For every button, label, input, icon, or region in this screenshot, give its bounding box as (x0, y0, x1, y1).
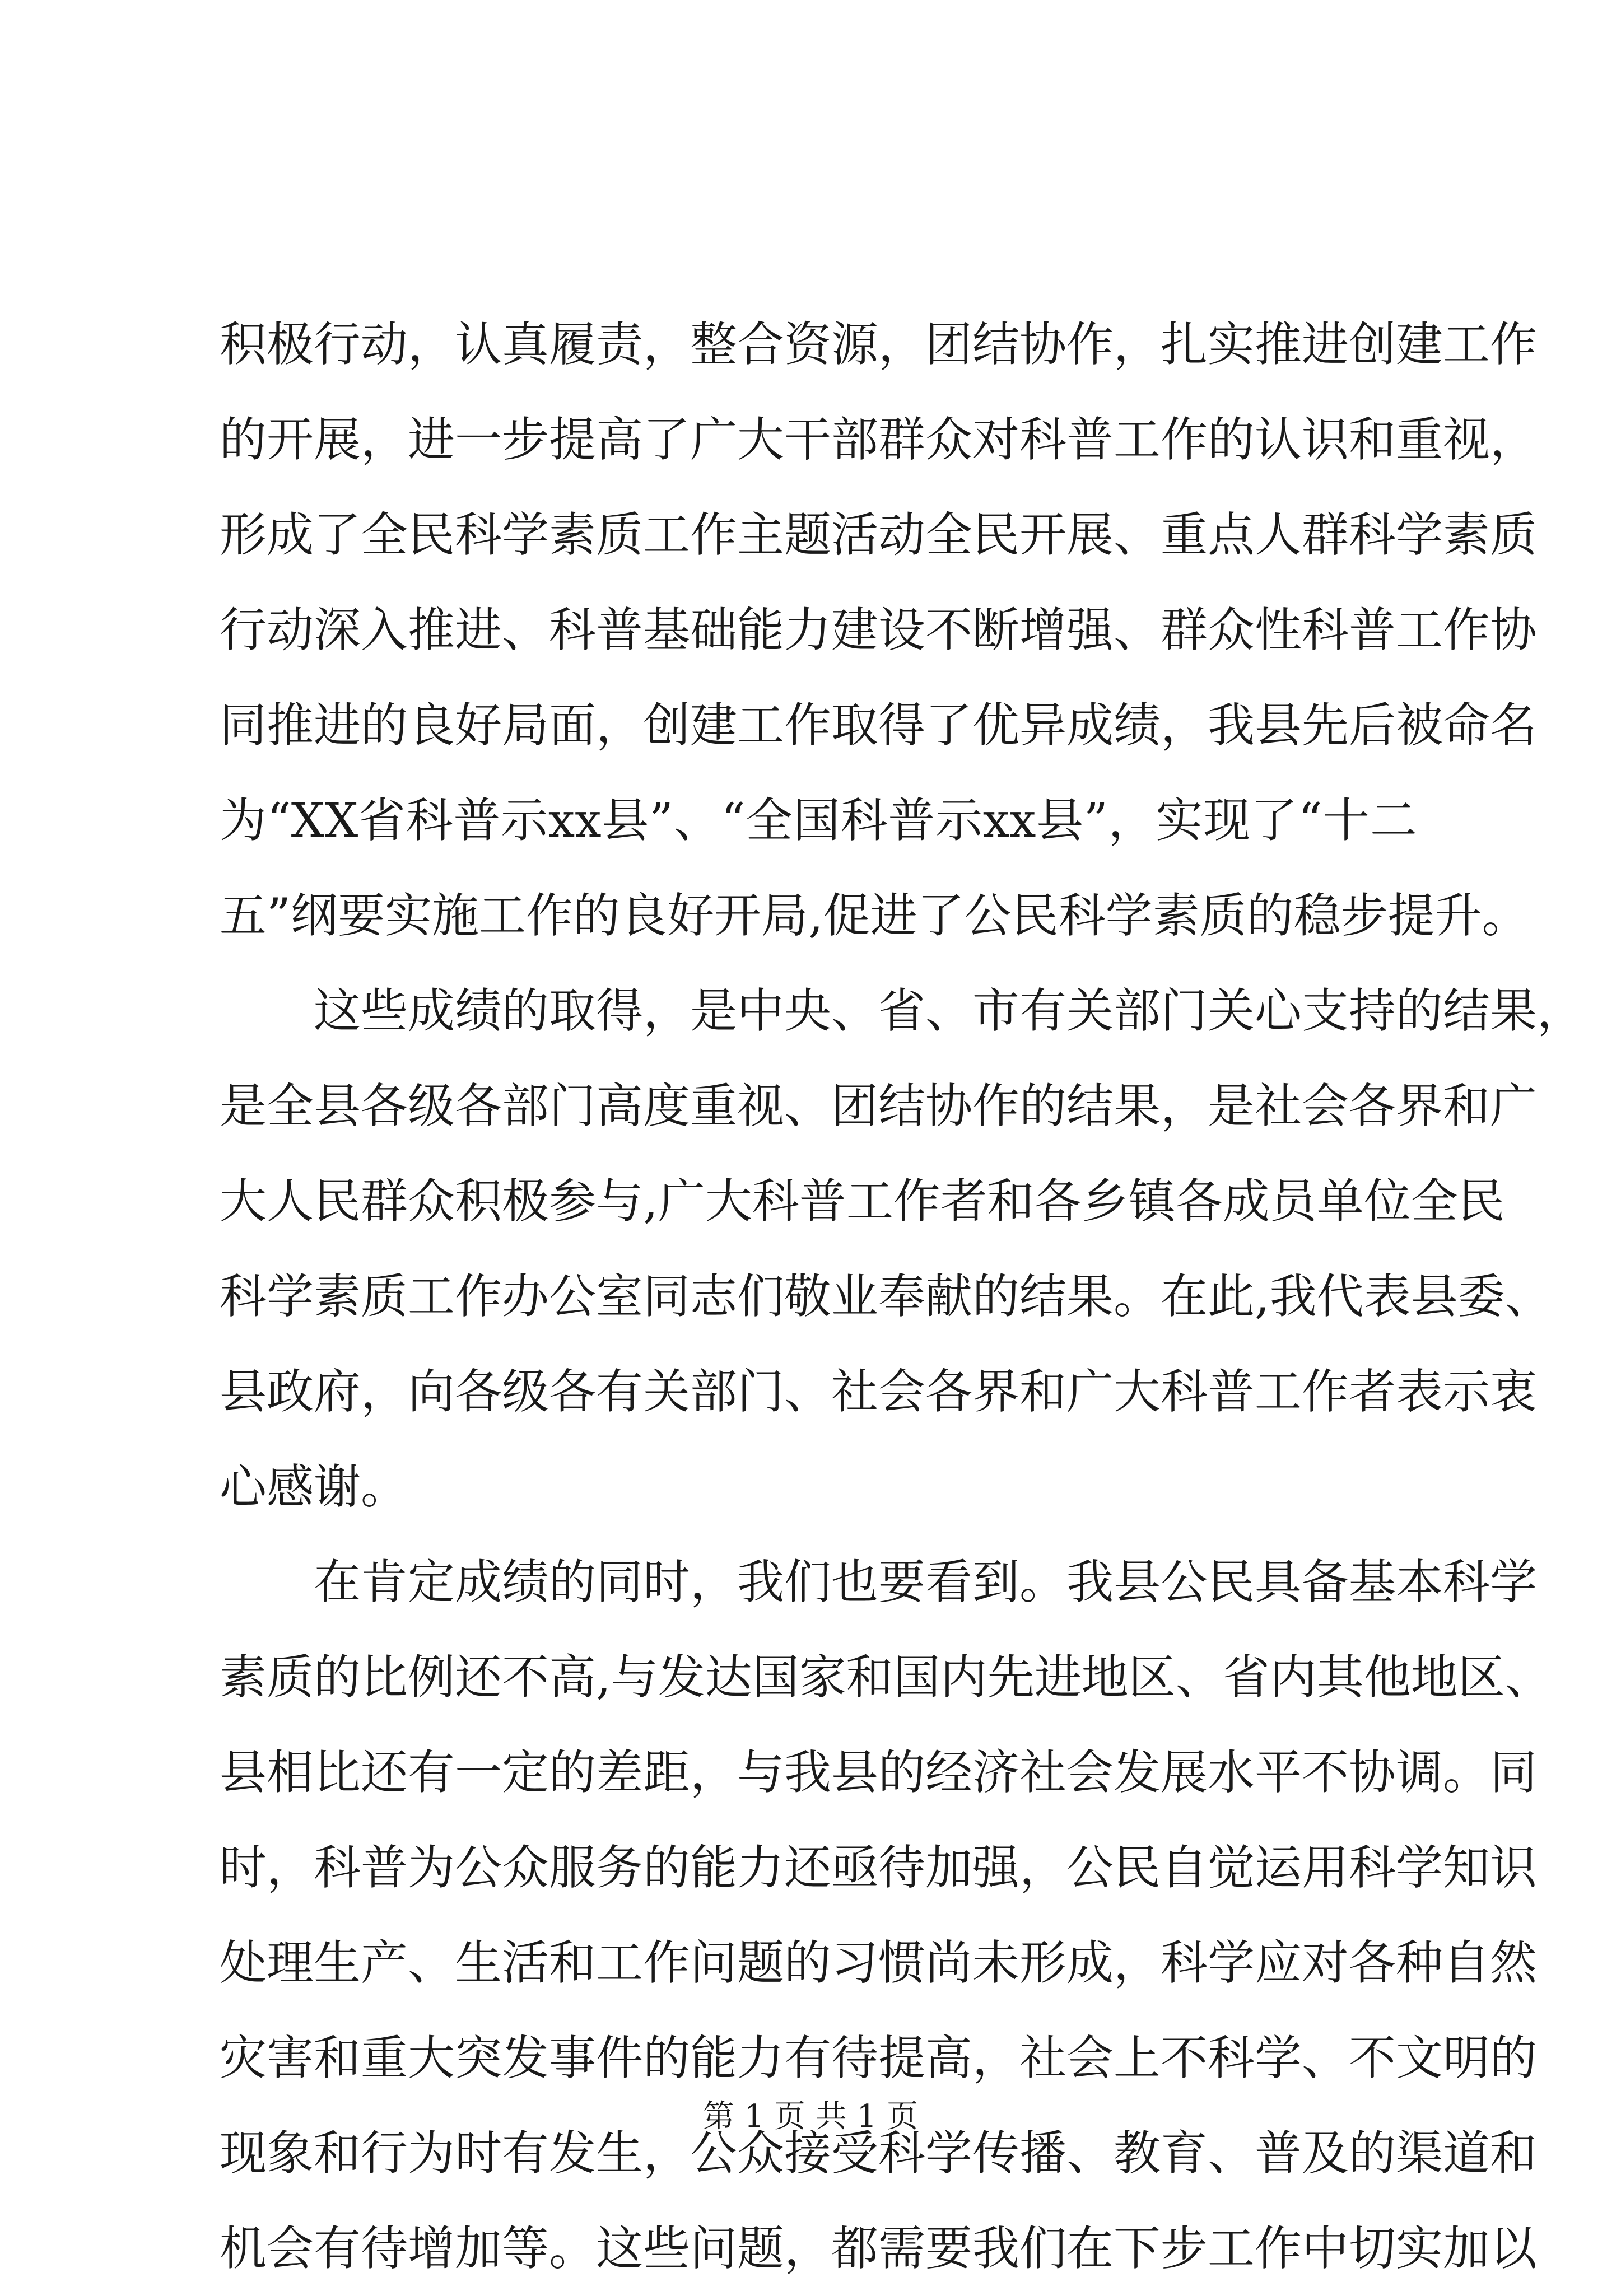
text-line: 时，科普为公众服务的能力还亟待加强，公民自觉运用科学知识 (220, 1840, 1538, 1895)
text-line: 灾害和重大突发事件的能力有待提高，社会上不科学、不文明的 (220, 2031, 1538, 2085)
text-line: 同推进的良好局面，创建工作取得了优异成绩，我县先后被命名 (220, 698, 1538, 753)
text-line: 五”纲要实施工作的良好开局,促进了公民科学素质的稳步提升。 (220, 888, 1529, 943)
text-line: 县政府，向各级各有关部门、社会各界和广大科普工作者表示衷 (220, 1364, 1538, 1419)
document-body (220, 297, 1585, 2296)
paragraph (220, 1534, 1552, 2296)
text-line: 科学素质工作办公室同志们敬业奉献的结果。在此,我代表县委、 (220, 1269, 1552, 1324)
text-line: 在肯定成绩的同时，我们也要看到。我县公民具备基本科学 (314, 1555, 1538, 1609)
text-line: 素质的比例还不高,与发达国家和国内先进地区、省内其他地区、 (220, 1650, 1552, 1705)
text-line: 积极行动，认真履责，整合资源，团结协作，扎实推进创建工作 (220, 317, 1538, 372)
page-footer: 第 1 页 共 1 页 (702, 2098, 919, 2135)
paragraph (220, 963, 1585, 1534)
text-line: 为“XX省科普示xx县”、“全国科普示xx县”，实现了“十二 (220, 793, 1417, 848)
text-line: 县相比还有一定的差距，与我县的经济社会发展水平不协调。同 (220, 1745, 1538, 1800)
text-line: 现象和行为时有发生，公众接受科学传播、教育、普及的渠道和 (220, 2126, 1538, 2181)
text-line: 的开展，进一步提高了广大干部群众对科普工作的认识和重视， (220, 412, 1538, 467)
text-line: 是全县各级各部门高度重视、团结协作的结果，是社会各界和广 (220, 1079, 1538, 1133)
paragraph (220, 297, 1538, 963)
text-line: 大人民群众积极参与,广大科普工作者和各乡镇各成员单位全民 (220, 1174, 1505, 1229)
text-line: 心感谢。 (220, 1459, 408, 1514)
text-line: 处理生产、生活和工作问题的习惯尚未形成，科学应对各种自然 (220, 1935, 1538, 1990)
text-line: 机会有待增加等。这些问题，都需要我们在下步工作中切实加以 (220, 2221, 1538, 2276)
text-line: 行动深入推进、科普基础能力建设不断增强、群众性科普工作协 (220, 603, 1538, 657)
text-line: 这些成绩的取得，是中央、省、市有关部门关心支持的结果， (314, 983, 1585, 1038)
text-line: 形成了全民科学素质工作主题活动全民开展、重点人群科学素质 (220, 507, 1538, 562)
